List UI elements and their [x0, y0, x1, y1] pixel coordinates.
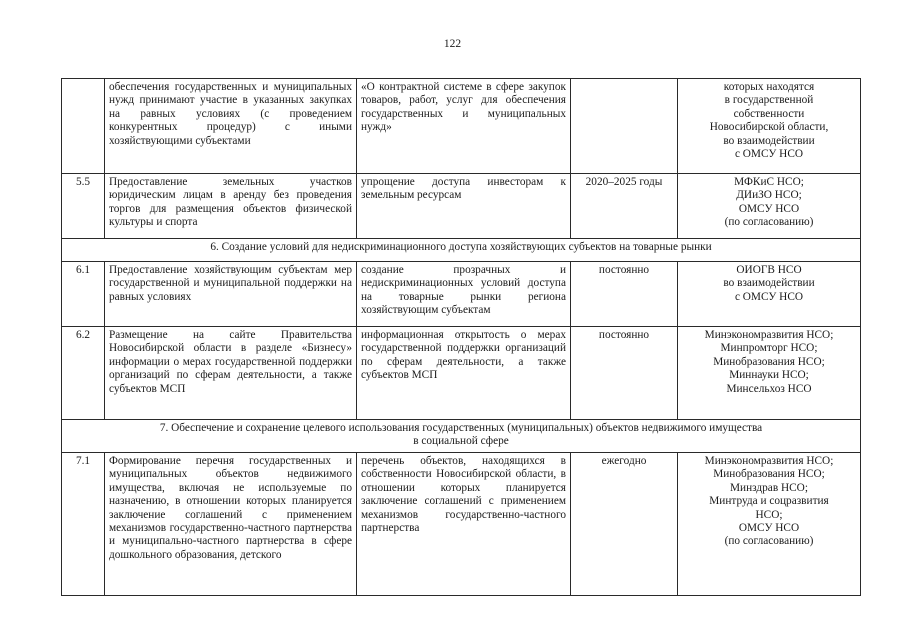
executor-line: с ОМСУ НСО [734, 148, 804, 161]
responsible-executors [678, 327, 861, 420]
section-heading-row [62, 239, 861, 262]
executor-line: Минобразования НСО; [713, 468, 825, 481]
implementation-term: постоянно [571, 327, 678, 420]
executor-line: Миннауки НСО; [729, 369, 809, 382]
row-number [62, 79, 105, 174]
executor-line: Минздрав НСО; [730, 481, 808, 494]
implementation-term [571, 79, 678, 174]
section-6-heading: 6. Создание условий для недискриминационного доступа хозяйствующих субъектов на товарные рынки [62, 239, 861, 262]
executor-line: (по согласованию) [724, 535, 814, 548]
implementation-term: постоянно [571, 262, 678, 327]
executor-line: ОМСУ НСО [738, 202, 800, 215]
executor-line: Минобразования НСО; [713, 355, 825, 368]
measure-description: Размещение на сайте Правительства Новосибирской области в разделе «Бизнесу» информации о мерах государственной поддержки организаций по сферам деятельности, а также субъектов МСП [105, 327, 357, 420]
executor-line: ДИиЗО НСО; [736, 189, 802, 202]
executor-line: МФКиС НСО; [734, 176, 804, 188]
table-row [62, 262, 861, 327]
responsible-executors [678, 174, 861, 239]
executor-line: с ОМСУ НСО [734, 290, 804, 303]
executor-line: ОМСУ НСО [738, 522, 800, 535]
executor-line: НСО; [755, 508, 783, 521]
executor-line: собственности [733, 107, 805, 120]
executor-line: Минсельхоз НСО [726, 382, 812, 395]
executor-line: ОИОГВ НСО [736, 264, 802, 276]
executor-line: Новосибирской области, [709, 121, 829, 134]
implementation-term: ежегодно [571, 453, 678, 596]
page-number: 122 [443, 38, 462, 50]
expected-result: «О контрактной системе в сфере закупок товаров, работ, услуг для обеспечения государственных и муниципальных нужд» [357, 79, 571, 174]
section-7-heading-line: в социальной сфере [413, 435, 509, 448]
executor-line: в государственной [724, 94, 814, 107]
responsible-executors [678, 262, 861, 327]
section-heading-row [62, 420, 861, 453]
executor-line: во взаимодействии [723, 134, 815, 147]
table-row [62, 79, 861, 174]
measure-description: Предоставление хозяйствующим субъектам мер государственной и муниципальной поддержки на равных условиях [105, 262, 357, 327]
executor-line: (по согласованию) [724, 216, 814, 229]
table-row [62, 327, 861, 420]
executor-line: во взаимодействии [723, 277, 815, 290]
expected-result: перечень объектов, находящихся в собственности Новосибирской области, в отношении которых планируется заключение соглашений с применением механизмов государственно-частного партнерства [357, 453, 571, 596]
responsible-executors [678, 453, 861, 596]
measure-description: Формирование перечня государственных и муниципальных объектов недвижимого имущества, включая не используемые по назначению, в отношении которых планируется заключение соглашений с применением механизмов государственно-частного партнерства и муниципально-частного партнерства в сфере дошкольного образования, детского [105, 453, 357, 596]
measure-description: Предоставление земельных участков юридическим лицам в аренду без проведения торгов для размещения объектов физической культуры и спорта [105, 174, 357, 239]
section-7-heading-line: 7. Обеспечение и сохранение целевого использования государственных (муниципальных) объектов недвижимого имущества [159, 422, 763, 434]
executor-line: Минэкономразвития НСО; [704, 329, 834, 341]
section-7-heading [62, 420, 861, 453]
executor-line: Минпромторг НСО; [720, 342, 818, 355]
executor-line: Минтруда и соцразвития [709, 495, 829, 508]
table-row [62, 174, 861, 239]
row-number: 7.1 [62, 453, 105, 596]
responsible-executors [678, 79, 861, 174]
expected-result: упрощение доступа инвесторам к земельным ресурсам [357, 174, 571, 239]
expected-result: создание прозрачных и недискриминационных условий доступа на товарные рынки региона хозяйствующим субъектам [357, 262, 571, 327]
table-row [62, 453, 861, 596]
executor-line: которых находятся [723, 81, 815, 93]
row-number: 6.1 [62, 262, 105, 327]
expected-result: информационная открытость о мерах государственной поддержки организаций по сферам деятельности, а также субъектов МСП [357, 327, 571, 420]
executor-line: Минэкономразвития НСО; [704, 455, 834, 467]
implementation-term: 2020–2025 годы [571, 174, 678, 239]
measures-table [61, 78, 861, 596]
row-number: 6.2 [62, 327, 105, 420]
row-number: 5.5 [62, 174, 105, 239]
measure-description: обеспечения государственных и муниципальных нужд принимают участие в указанных закупках на равных условиях (с проведением конкурентных процедур) с иными хозяйствующими субъектами [105, 79, 357, 174]
